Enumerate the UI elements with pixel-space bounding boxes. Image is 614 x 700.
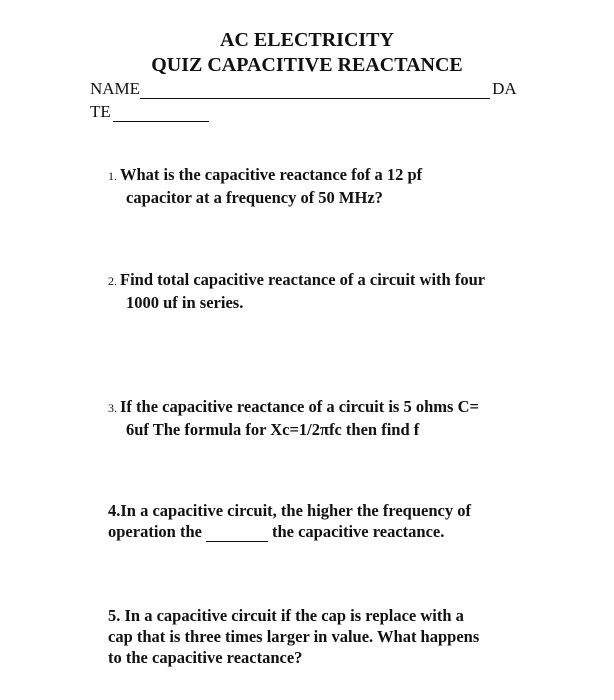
question-3 [108, 396, 479, 440]
question-text: If the capacitive reactance of a circuit is 5 ohms C= [120, 397, 479, 416]
question-text: cap that is three times larger in value. What happens [108, 627, 480, 646]
question-5 [108, 605, 479, 668]
date-label-start: DA [492, 79, 517, 98]
date-blank[interactable] [113, 105, 209, 122]
date-label-end: TE [90, 102, 111, 121]
question-4 [108, 500, 471, 542]
question-text: Find total capacitive reactance of a circuit with four [120, 270, 486, 289]
name-blank[interactable] [140, 82, 490, 99]
question-number: 2. [108, 274, 117, 288]
answer-blank[interactable] [206, 526, 268, 542]
question-text: capacitor at a frequency of 50 MHz? [126, 188, 383, 207]
date-field-row [90, 102, 209, 122]
question-text: 1000 uf in series. [126, 293, 244, 312]
question-text: 4.In a capacitive circuit, the higher the frequency of [108, 501, 471, 520]
page-subtitle: QUIZ CAPACITIVE REACTANCE [151, 54, 463, 76]
question-text: the capacitive reactance. [271, 522, 445, 541]
question-text: 6uf The formula for Xc=1/2πfc then find f [126, 420, 420, 439]
question-text: 5. In a capacitive circuit if the cap is replace with a [108, 606, 464, 625]
question-text: to the capacitive reactance? [108, 648, 303, 667]
question-text: What is the capacitive reactance fof a 12 pf [120, 165, 423, 184]
question-2 [108, 269, 485, 313]
name-field-row [90, 79, 517, 99]
question-1 [108, 164, 422, 208]
question-text: operation the [108, 522, 202, 541]
question-number: 3. [108, 401, 117, 415]
question-text-fill [108, 521, 471, 542]
name-label: NAME [90, 79, 141, 98]
page-title: AC ELECTRICITY [220, 29, 394, 51]
question-number: 1. [108, 169, 117, 183]
